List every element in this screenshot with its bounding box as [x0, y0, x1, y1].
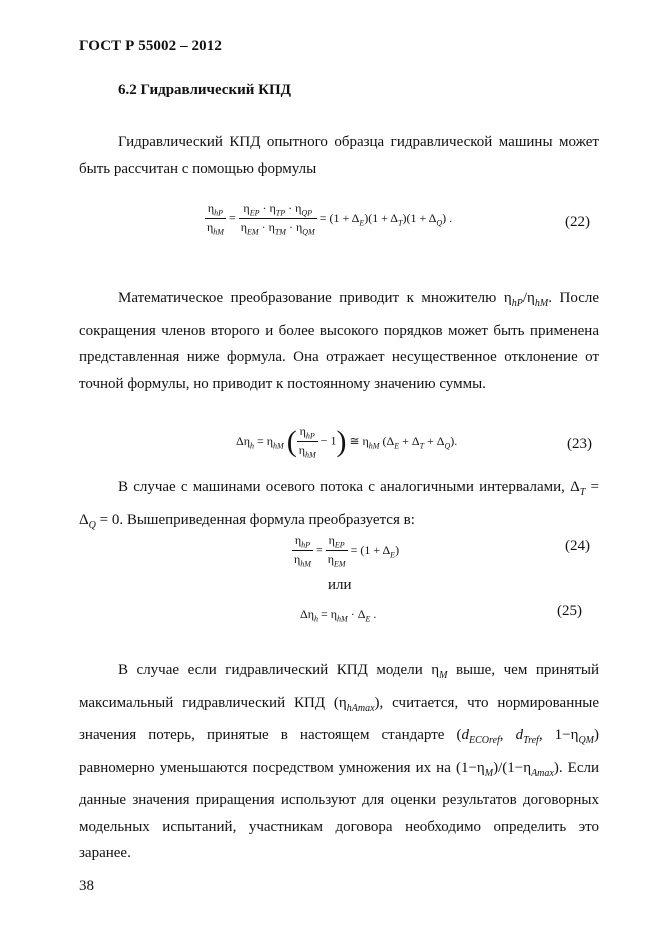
equation-24-number: (24) [565, 538, 590, 554]
paragraph-intro [79, 129, 599, 182]
section-title: 6.2 Гидравлический КПД [118, 82, 292, 98]
equation-23-number: (23) [567, 436, 592, 452]
equation-25-number: (25) [557, 603, 582, 619]
equation-22: $\frac{\eta_{hP}}{\eta_{hM}}$ = $\frac{\eta_{EP} \cdot \eta_{TP} \cdot \eta_{QP}}{\eta_{EM} \cdot \eta_{TM} \cdot \eta_{QM}}$ = $(1 + \Delta_E)(1 + \Delta_T)(1 + \Delta_Q)$ . [207, 201, 453, 237]
page-number: 38 [79, 878, 94, 894]
or-text: или [328, 577, 352, 593]
paragraph-model-efficiency: В случае если гидравлический КПД модели $\eta_M$ выше, чем принятый максимальный гидравлический КПД $(\eta_{hAmax})$, считается, что нормированные значения потерь, принятые в настоящем стандарте ($d_{ECOref}$, $d_{Tref}$, $1-\eta_{QM}$) равномерно уменьшаются посредством умножения их на $(1-\eta_M)/(1-\eta_{Amax})$. Если данные значения приращения используют для оценки результатов договорных модельных испытаний, участникам договора необходимо определить это заранее. [79, 662, 599, 861]
equation-22-number: (22) [565, 214, 590, 230]
paragraph-transformation: Математическое преобразование приводит к множителю $\eta_{hP}/\eta_{hM}$. После сокращения членов второго и более высокого порядков может быть применена представленная ниже формула. Она отражает несущественное отклонение от точной формулы, но приводит к постоянному значению суммы. [79, 290, 599, 392]
equation-25: $\Delta\eta_h = \eta_{hM} \cdot \Delta_E$ . [300, 607, 377, 624]
paragraph-intro-text: Гидравлический КПД опытного образца гидравлической машины может быть рассчитан с помощью формулы [79, 134, 599, 177]
paragraph-axial-flow: В случае с машинами осевого потока с аналогичными интервалами, $\Delta_T = \Delta_Q = 0$. Вышеприведенная формула преобразуется в: [79, 479, 600, 531]
equation-24: $\frac{\eta_{hP}}{\eta_{hM}}$ = $\frac{\eta_{EP}}{\eta_{EM}}$ = $(1 + \Delta_E)$ [294, 533, 400, 569]
equation-23: $\Delta\eta_h = \eta_{hM}$ ( $\frac{\eta_{hP}}{\eta_{hM}}$ − 1) ≅ $\eta_{hM}$ $(\Delta_E + \Delta_T + \Delta_Q)$. [236, 424, 458, 460]
document-header: ГОСТ Р 55002 – 2012 [79, 38, 222, 54]
